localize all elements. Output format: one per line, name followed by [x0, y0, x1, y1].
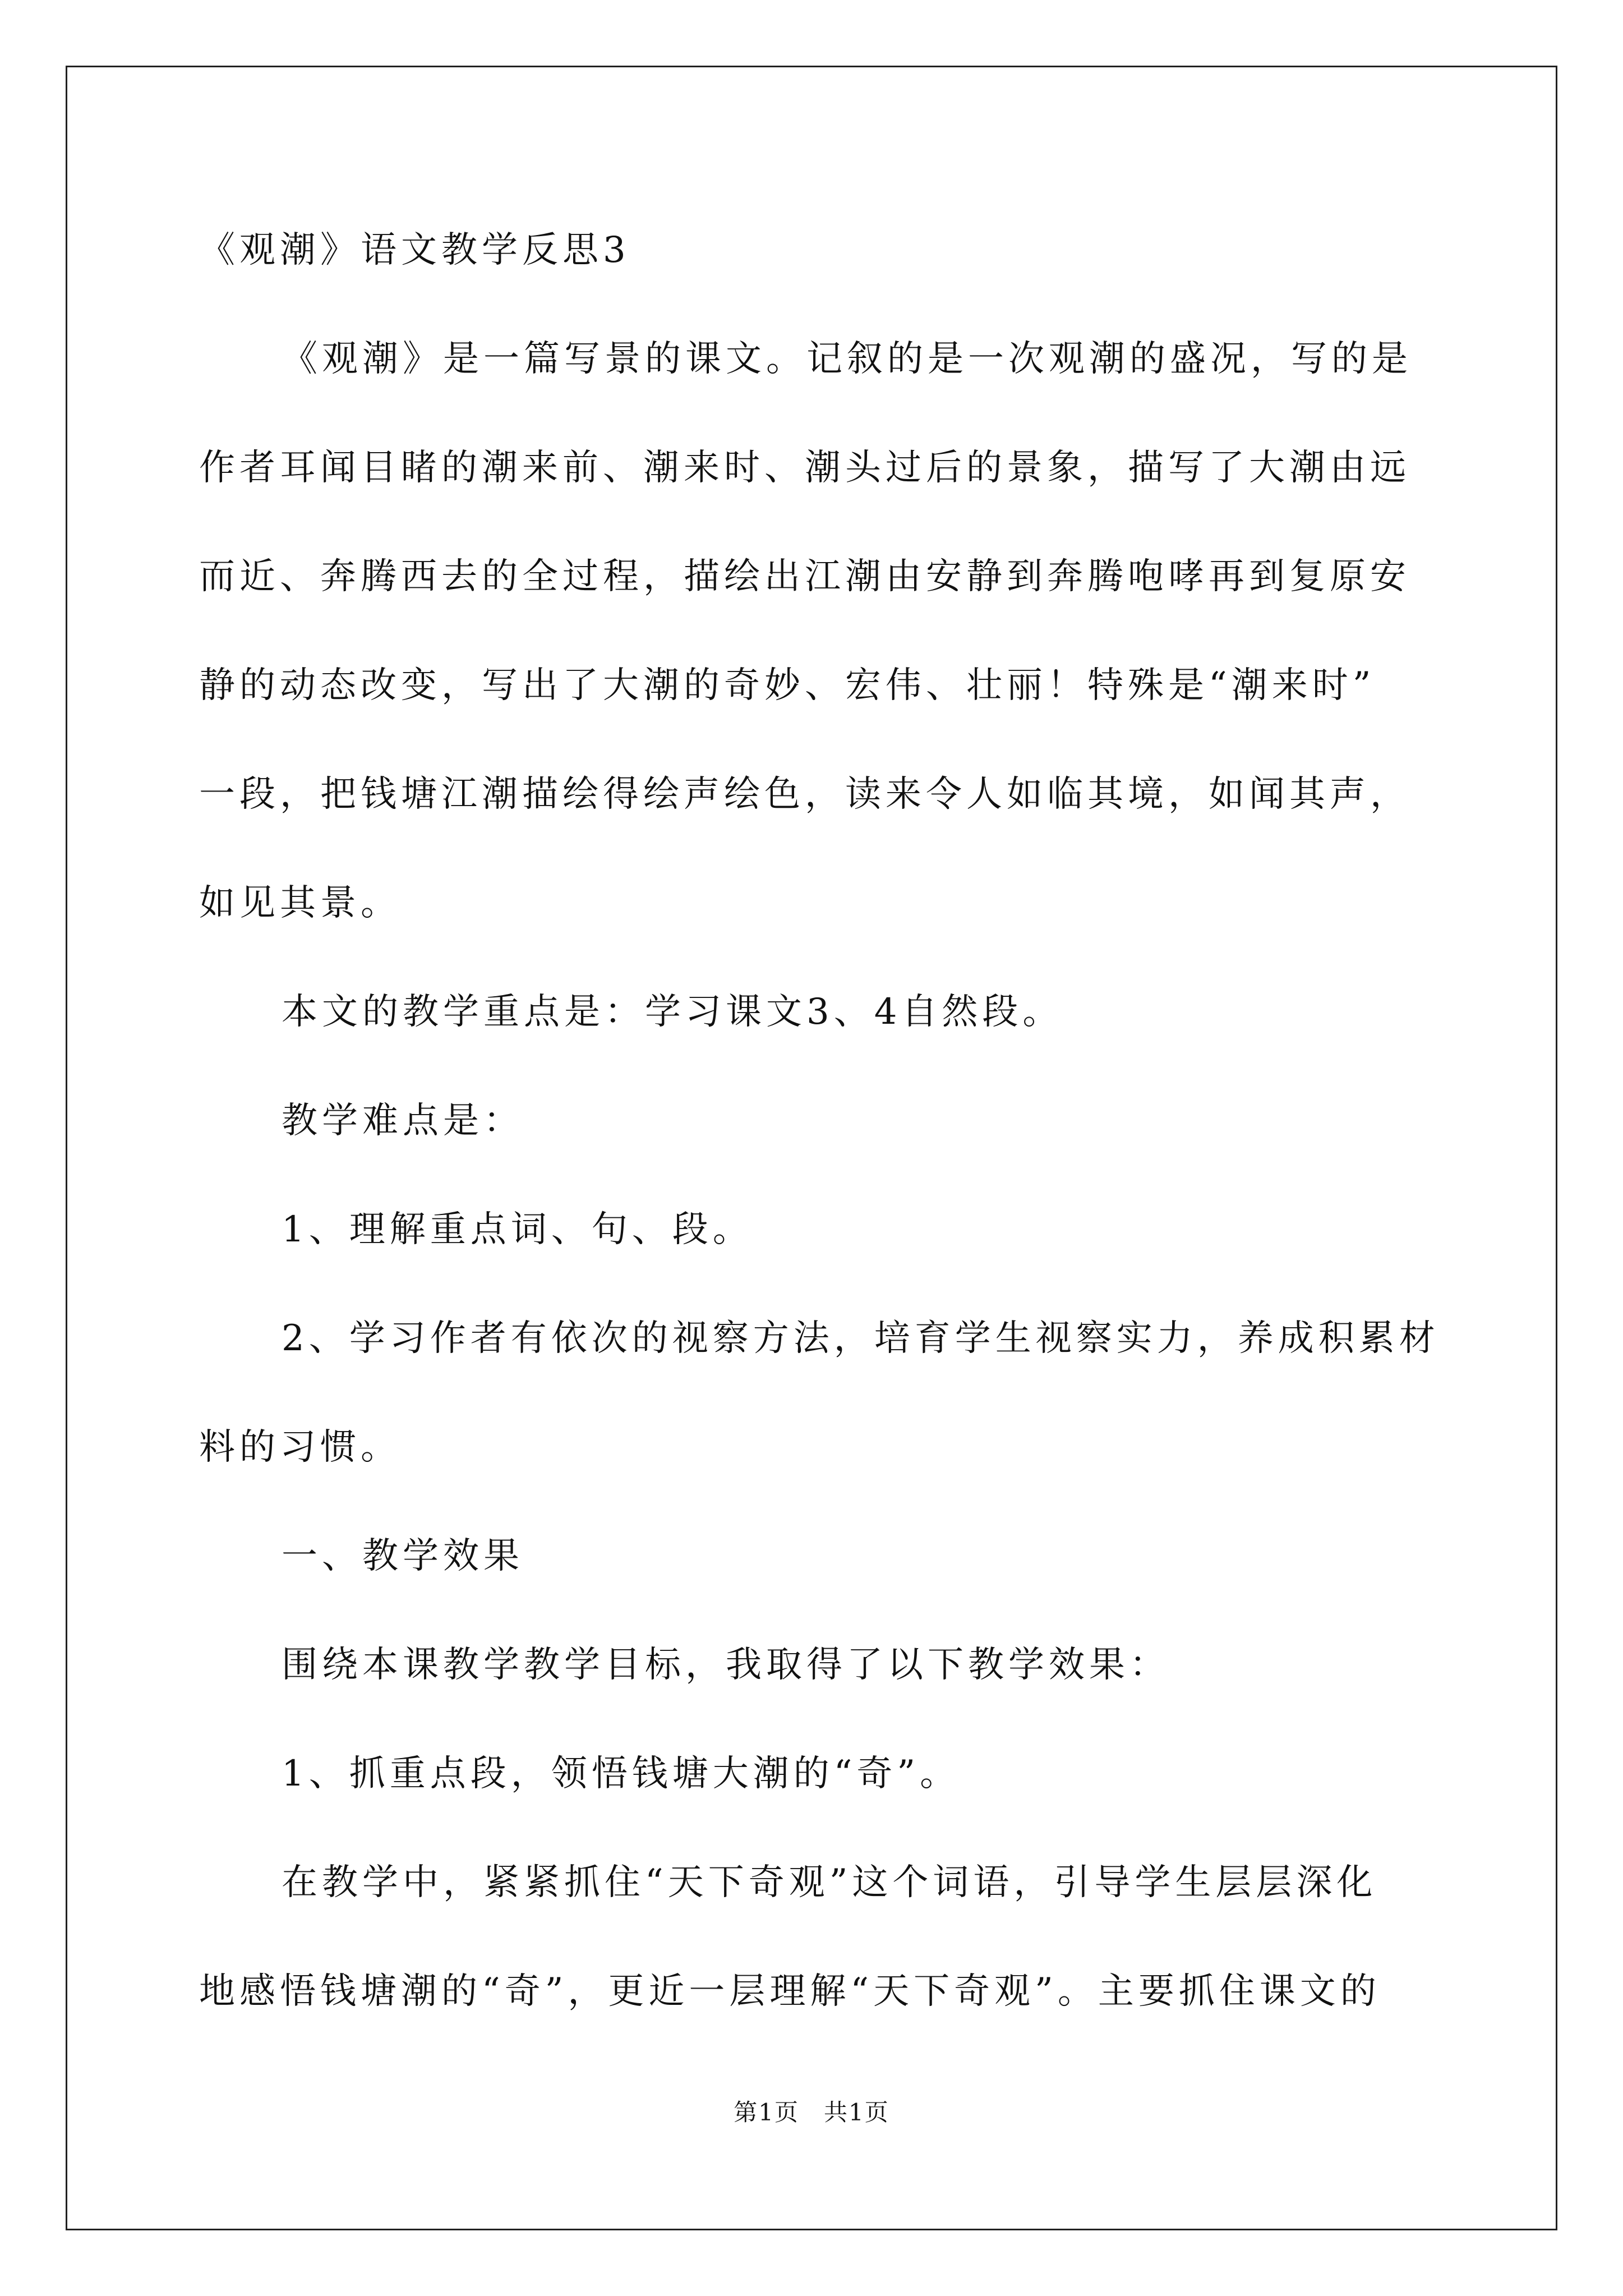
- paragraph-line: 2、学习作者有依次的视察方法，培育学生视察实力，养成积累材: [282, 1318, 1440, 1359]
- paragraph-line: 围绕本课教学教学目标，我取得了以下教学效果：: [282, 1644, 1170, 1686]
- paragraph-line: 在教学中，紧紧抓住“天下奇观”这个词语，引导学生层层深化: [282, 1862, 1377, 1903]
- page-border: [66, 66, 1557, 2230]
- page-footer: 第1页 共1页: [734, 2099, 889, 2126]
- paragraph-line: 1、抓重点段，领悟钱塘大潮的“奇”。: [282, 1753, 961, 1795]
- paragraph-line: 地感悟钱塘潮的“奇”，更近一层理解“天下奇观”。主要抓住课文的: [199, 1971, 1381, 2012]
- paragraph-line: 教学难点是：: [282, 1100, 524, 1142]
- paragraph-line: 而近、奔腾西去的全过程，描绘出江潮由安静到奔腾咆哮再到复原安: [199, 556, 1410, 597]
- paragraph-line: 1、理解重点词、句、段。: [282, 1209, 753, 1250]
- paragraph-line: 作者耳闻目睹的潮来前、潮来时、潮头过后的景象，描写了大潮由远: [199, 447, 1410, 489]
- paragraph-line: 一段，把钱塘江潮描绘得绘声绘色，读来令人如临其境，如闻其声，: [199, 774, 1410, 815]
- paragraph-line: 料的习惯。: [199, 1427, 401, 1468]
- document-title: 《观潮》语文教学反思3: [199, 229, 630, 271]
- paragraph-line: 本文的教学重点是：学习课文3、4自然段。: [282, 991, 1063, 1033]
- section-heading: 一、教学效果: [282, 1535, 524, 1577]
- paragraph-line: 《观潮》是一篇写景的课文。记叙的是一次观潮的盛况，写的是: [282, 338, 1412, 380]
- paragraph-line: 静的动态改变，写出了大潮的奇妙、宏伟、壮丽！特殊是“潮来时”: [199, 665, 1376, 706]
- paragraph-line: 如见其景。: [199, 882, 401, 924]
